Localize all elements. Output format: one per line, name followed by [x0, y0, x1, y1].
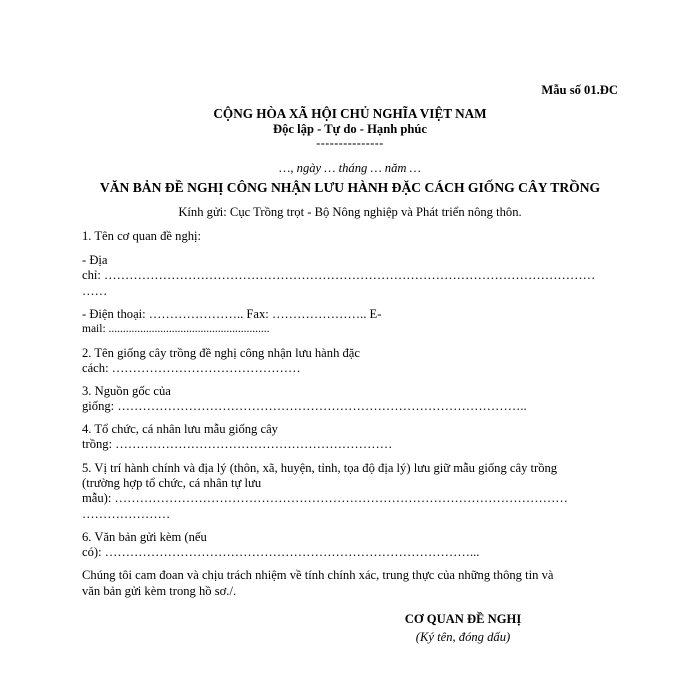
field-org-name: 1. Tên cơ quan đề nghị:: [82, 229, 202, 243]
field-email: mail: ........................................................: [82, 323, 270, 335]
field-variety-label: 2. Tên giống cây trồng đề nghị công nhận lưu hành đặc: [82, 346, 360, 360]
field-keeper-line: trồng: …………………………………………………………: [82, 437, 393, 451]
field-location-continuation: …………………: [82, 507, 171, 521]
field-keeper-label: 4. Tổ chức, cá nhân lưu mẫu giống cây: [82, 422, 278, 436]
motto-separator: ---------------: [316, 136, 384, 150]
commitment-line-2: văn bản gửi kèm trong hồ sơ./.: [82, 584, 237, 598]
form-code: Mẫu số 01.ĐC: [541, 83, 618, 97]
field-attachments-line: có): ……………………………………………………………………………...: [82, 545, 480, 559]
field-location-label: 5. Vị trí hành chính và địa lý (thôn, xã, huyện, tỉnh, tọa độ địa lý) lưu giữ mẫu giống cây trồng: [82, 461, 558, 475]
field-address-line: chỉ: ………………………………………………………………………………………………………: [82, 268, 596, 282]
field-attachments-label: 6. Văn bản gửi kèm (nếu: [82, 530, 207, 544]
field-address-label: - Địa: [82, 253, 108, 267]
field-address-continuation: ……: [82, 284, 108, 298]
field-location-note: (trường hợp tổ chức, cá nhân tự lưu: [82, 476, 262, 490]
field-location-line: mẫu): ………………………………………………………………………………………………: [82, 491, 568, 505]
national-motto: Độc lập - Tự do - Hạnh phúc: [273, 122, 427, 136]
date-line: …, ngày … tháng … năm …: [279, 161, 421, 175]
signature-org-title: CƠ QUAN ĐỀ NGHỊ: [404, 612, 522, 626]
field-variety-line: cách: ………………………………………: [82, 361, 301, 375]
document-title: VĂN BẢN ĐỀ NGHỊ CÔNG NHẬN LƯU HÀNH ĐẶC CÁCH GIỐNG CÂY TRỒNG: [99, 180, 601, 195]
national-title: CỘNG HÒA XÃ HỘI CHỦ NGHĨA VIỆT NAM: [213, 106, 487, 121]
field-phone-fax: - Điện thoại: ………………….. Fax: ………………….. E-: [82, 307, 382, 321]
addressee-line: Kính gửi: Cục Trồng trọt - Bộ Nông nghiệp và Phát triển nông thôn.: [178, 205, 522, 219]
commitment-line-1: Chúng tôi cam đoan và chịu trách nhiệm về tính chính xác, trung thực của những thông tin và: [82, 568, 554, 582]
signature-note: (Ký tên, đóng dấu): [415, 630, 511, 644]
field-origin-label: 3. Nguồn gốc của: [82, 384, 171, 398]
field-origin-line: giống: ……………………………………………………………………………………..: [82, 399, 527, 413]
